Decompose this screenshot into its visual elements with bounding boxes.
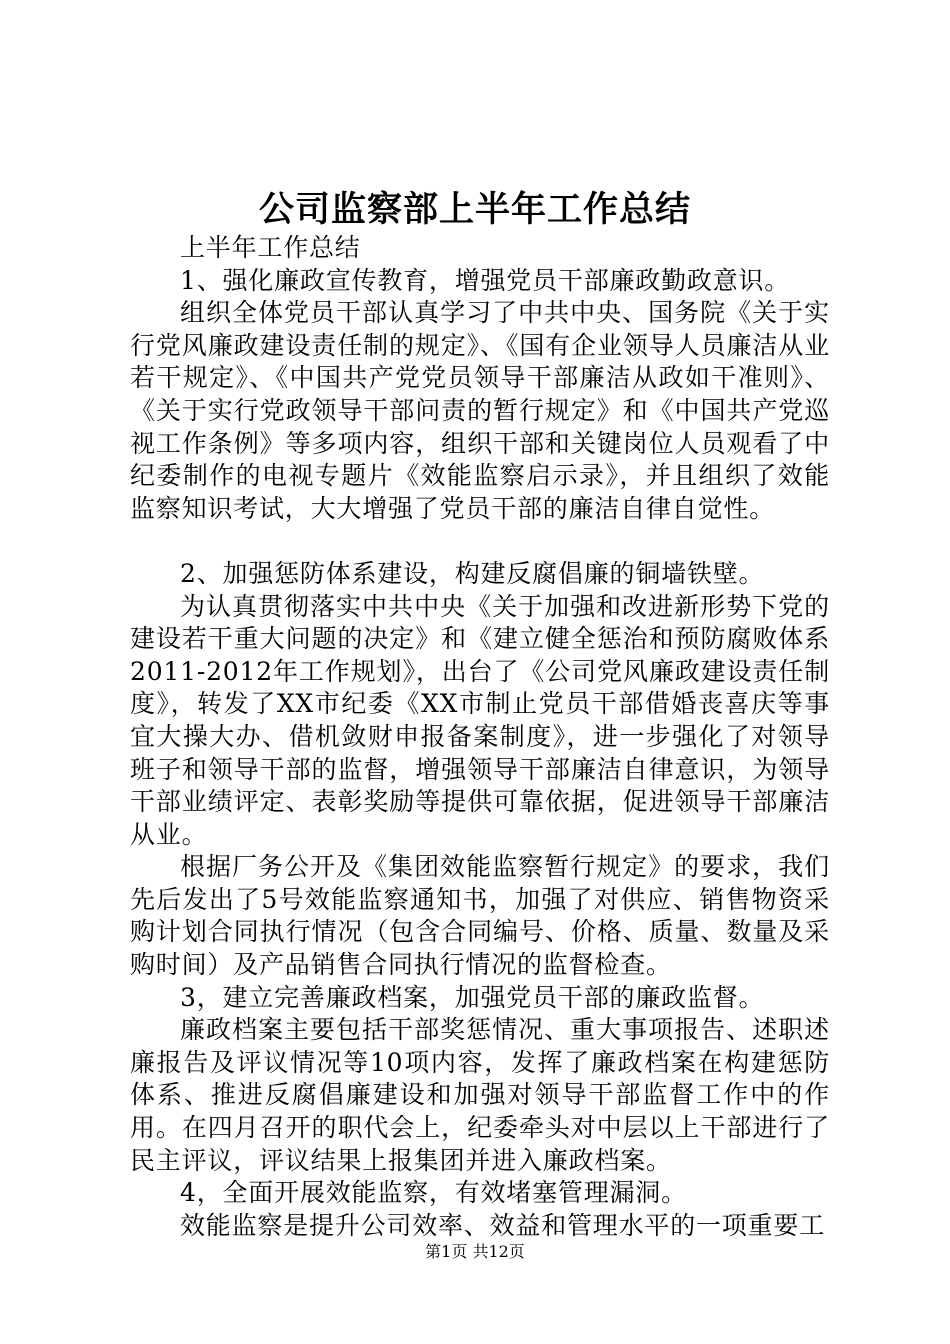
document-title: 公司监察部上半年工作总结 — [258, 189, 691, 230]
section-heading-3: 3，建立完善廉政档案，加强党员干部的廉政监督。 — [180, 982, 765, 1012]
document-body — [130, 232, 830, 1242]
paragraph: 为认真贯彻落实中共中央《关于加强和改进新形势下党的建设若干重大问题的决定》和《建立健全惩治和预防腐败体系2011-2012年工作规划》，出台了《公司党风廉政建设责任制度》，转发了XX市纪委《XX市制止党员干部借婚丧喜庆等事宜大操大办、借机敛财申报备案制度》，进一步强化了对领导班子和领导干部的监督，增强领导干部廉洁自律意识，为领导干部业绩评定、表彰奖励等提供可靠依据，促进领导干部廉洁从业。 — [130, 591, 830, 849]
page-footer: 第1页 共12页 — [425, 1242, 525, 1261]
paragraph: 根据厂务公开及《集团效能监察暂行规定》的要求，我们先后发出了5号效能监察通知书，加强了对供应、销售物资采购计划合同执行情况（包含合同编号、价格、质量、数量及采购时间）及产品销售合同执行情况的监督检查。 — [130, 852, 830, 980]
paragraph: 效能监察是提升公司效率、效益和管理水平的一项重要工 — [180, 1210, 826, 1240]
paragraph: 廉政档案主要包括干部奖惩情况、重大事项报告、述职述廉报告及评议情况等10项内容，发挥了廉政档案在构建惩防体系、推进反腐倡廉建设和加强对领导干部监督工作中的作用。在四月召开的职代会上，纪委牵头对中层以上干部进行了民主评议，评议结果上报集团并进入廉政档案。 — [130, 1015, 830, 1175]
paragraph: 组织全体党员干部认真学习了中共中央、国务院《关于实行党风廉政建设责任制的规定》、《国有企业领导人员廉洁从业若干规定》、《中国共产党党员领导干部廉洁从政如干准则》、《关于实行党政领导干部问责的暂行规定》和《中国共产党巡视工作条例》等多项内容，组织干部和关键岗位人员观看了中纪委制作的电视专题片《效能监察启示录》，并且组织了效能监察知识考试，大大增强了党员干部的廉洁自律自觉性。 — [130, 298, 830, 523]
section-heading-4: 4，全面开展效能监察，有效堵塞管理漏洞。 — [180, 1178, 687, 1208]
paragraph-subtitle: 上半年工作总结 — [180, 233, 361, 262]
section-heading-2: 2、加强惩防体系建设，构建反腐倡廉的铜墙铁壁。 — [180, 558, 765, 588]
section-heading-1: 1、强化廉政宣传教育，增强党员干部廉政勤政意识。 — [180, 265, 791, 295]
